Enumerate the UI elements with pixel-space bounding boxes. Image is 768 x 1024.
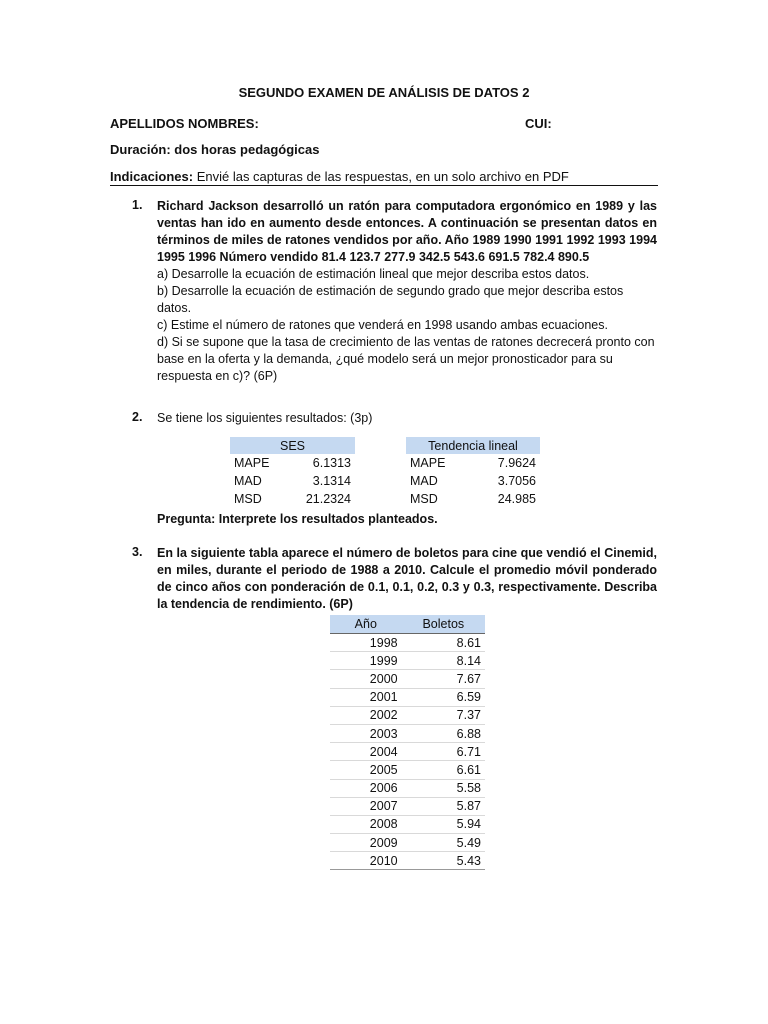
question-1-part-c: c) Estime el número de ratones que venderá en 1998 usando ambas ecuaciones. — [157, 318, 608, 332]
tickets-column-header: Boletos — [402, 615, 485, 634]
tickets-cell: 5.58 — [402, 779, 485, 797]
duration-value: dos horas pedagógicas — [170, 142, 320, 157]
ses-metric-label: MAD — [234, 474, 262, 488]
table-row — [330, 652, 485, 670]
ses-metric-value: 3.1314 — [312, 474, 351, 488]
linear-metric-value: 7.9624 — [497, 456, 536, 470]
tickets-cell: 5.87 — [402, 797, 485, 815]
year-cell: 2008 — [330, 815, 402, 833]
table-row — [230, 454, 355, 472]
question-2-question: Pregunta: Interprete los resultados planteados. — [157, 512, 438, 526]
table-row — [406, 454, 540, 472]
year-cell: 2002 — [330, 706, 402, 724]
table-row — [230, 490, 355, 508]
year-cell: 2007 — [330, 797, 402, 815]
linear-metric-value: 24.985 — [497, 492, 536, 506]
year-cell: 2005 — [330, 761, 402, 779]
table-row — [330, 688, 485, 706]
table-row — [330, 706, 485, 724]
tickets-cell: 5.94 — [402, 815, 485, 833]
table-row — [330, 779, 485, 797]
question-1-body — [157, 198, 657, 385]
table-row — [230, 472, 355, 490]
year-cell: 2010 — [330, 852, 402, 870]
question-2-number: 2. — [132, 410, 143, 424]
tickets-cell: 6.61 — [402, 761, 485, 779]
instructions-value: Envié las capturas de las respuestas, en un solo archivo en PDF — [193, 169, 569, 184]
question-1-part-d: d) Si se supone que la tasa de crecimiento de las ventas de ratones decrecerá pronto con base en la oferta y la demanda, ¿qué modelo será un mejor pronosticador para su respuesta en c)? (6P) — [157, 335, 655, 383]
year-cell: 2003 — [330, 724, 402, 742]
year-cell: 2009 — [330, 834, 402, 852]
header-divider — [110, 185, 658, 186]
year-cell: 2001 — [330, 688, 402, 706]
linear-trend-table — [406, 437, 540, 508]
linear-metric-label: MAPE — [410, 456, 446, 470]
tickets-cell: 5.49 — [402, 834, 485, 852]
names-row — [110, 116, 658, 131]
duration-label: Duración: — [110, 142, 171, 157]
question-1-intro: Richard Jackson desarrolló un ratón para computadora ergonómico en 1989 y las ventas han ido en aumento desde entonces. A continuación se presentan datos en términos de miles de ratones vendidos por año. Año 1989 1990 1991 1992 1993 1994 1995 1996 Número vendido 81.4 123.7 277.9 342.5 543.6 691.5 782.4 890.5 — [157, 199, 657, 264]
tickets-cell: 6.88 — [402, 724, 485, 742]
question-3-text: En la siguiente tabla aparece el número de boletos para cine que vendió el Cinemid, en miles, durante el periodo de 1988 a 2010. Calcule el promedio móvil ponderado de cinco años con ponderación de 0.1, 0.1, 0.2, 0.3 y 0.3, respectivamente. Describa la tendencia de rendimiento. (6P) — [157, 546, 657, 611]
linear-metric-value: 3.7056 — [497, 474, 536, 488]
year-cell: 2004 — [330, 743, 402, 761]
exam-title: SEGUNDO EXAMEN DE ANÁLISIS DE DATOS 2 — [238, 85, 530, 100]
question-1-part-b: b) Desarrolle la ecuación de estimación de segundo grado que mejor describa estos datos. — [157, 284, 624, 315]
table-row — [406, 490, 540, 508]
tickets-table — [330, 615, 485, 870]
tickets-cell: 6.71 — [402, 743, 485, 761]
table-row — [330, 852, 485, 870]
ses-metric-label: MAPE — [234, 456, 270, 470]
tickets-cell: 8.61 — [402, 634, 485, 652]
duration-row — [110, 142, 658, 157]
table-row — [330, 761, 485, 779]
table-row — [330, 743, 485, 761]
ses-metric-value: 6.1313 — [312, 456, 351, 470]
table-row — [330, 797, 485, 815]
tickets-cell: 7.37 — [402, 706, 485, 724]
question-3-number: 3. — [132, 545, 143, 559]
question-2-intro: Se tiene los siguientes resultados: (3p) — [157, 411, 373, 425]
table-row — [406, 472, 540, 490]
year-cell: 1998 — [330, 634, 402, 652]
table-row — [330, 724, 485, 742]
linear-metric-label: MAD — [410, 474, 438, 488]
instructions-label: Indicaciones: — [110, 169, 194, 184]
tickets-cell: 8.14 — [402, 652, 485, 670]
tickets-cell: 5.43 — [402, 852, 485, 870]
table-row — [330, 815, 485, 833]
year-cell: 2006 — [330, 779, 402, 797]
year-column-header: Año — [330, 615, 402, 634]
question-1-part-a: a) Desarrolle la ecuación de estimación lineal que mejor describa estos datos. — [157, 267, 590, 281]
tickets-cell: 6.59 — [402, 688, 485, 706]
linear-metric-label: MSD — [410, 492, 438, 506]
names-label: APELLIDOS NOMBRES: — [110, 116, 259, 131]
ses-header: SES — [230, 437, 355, 454]
ses-metric-label: MSD — [234, 492, 262, 506]
linear-trend-header: Tendencia lineal — [406, 437, 540, 454]
tickets-cell: 7.67 — [402, 670, 485, 688]
ses-metric-value: 21.2324 — [305, 492, 351, 506]
table-row — [330, 634, 485, 652]
tickets-table-body — [330, 634, 485, 870]
question-1-number: 1. — [132, 198, 143, 212]
year-cell: 1999 — [330, 652, 402, 670]
instructions-row — [110, 169, 658, 184]
year-cell: 2000 — [330, 670, 402, 688]
table-row — [330, 670, 485, 688]
ses-table — [230, 437, 355, 508]
table-row — [330, 834, 485, 852]
cui-label: CUI: — [525, 116, 552, 131]
